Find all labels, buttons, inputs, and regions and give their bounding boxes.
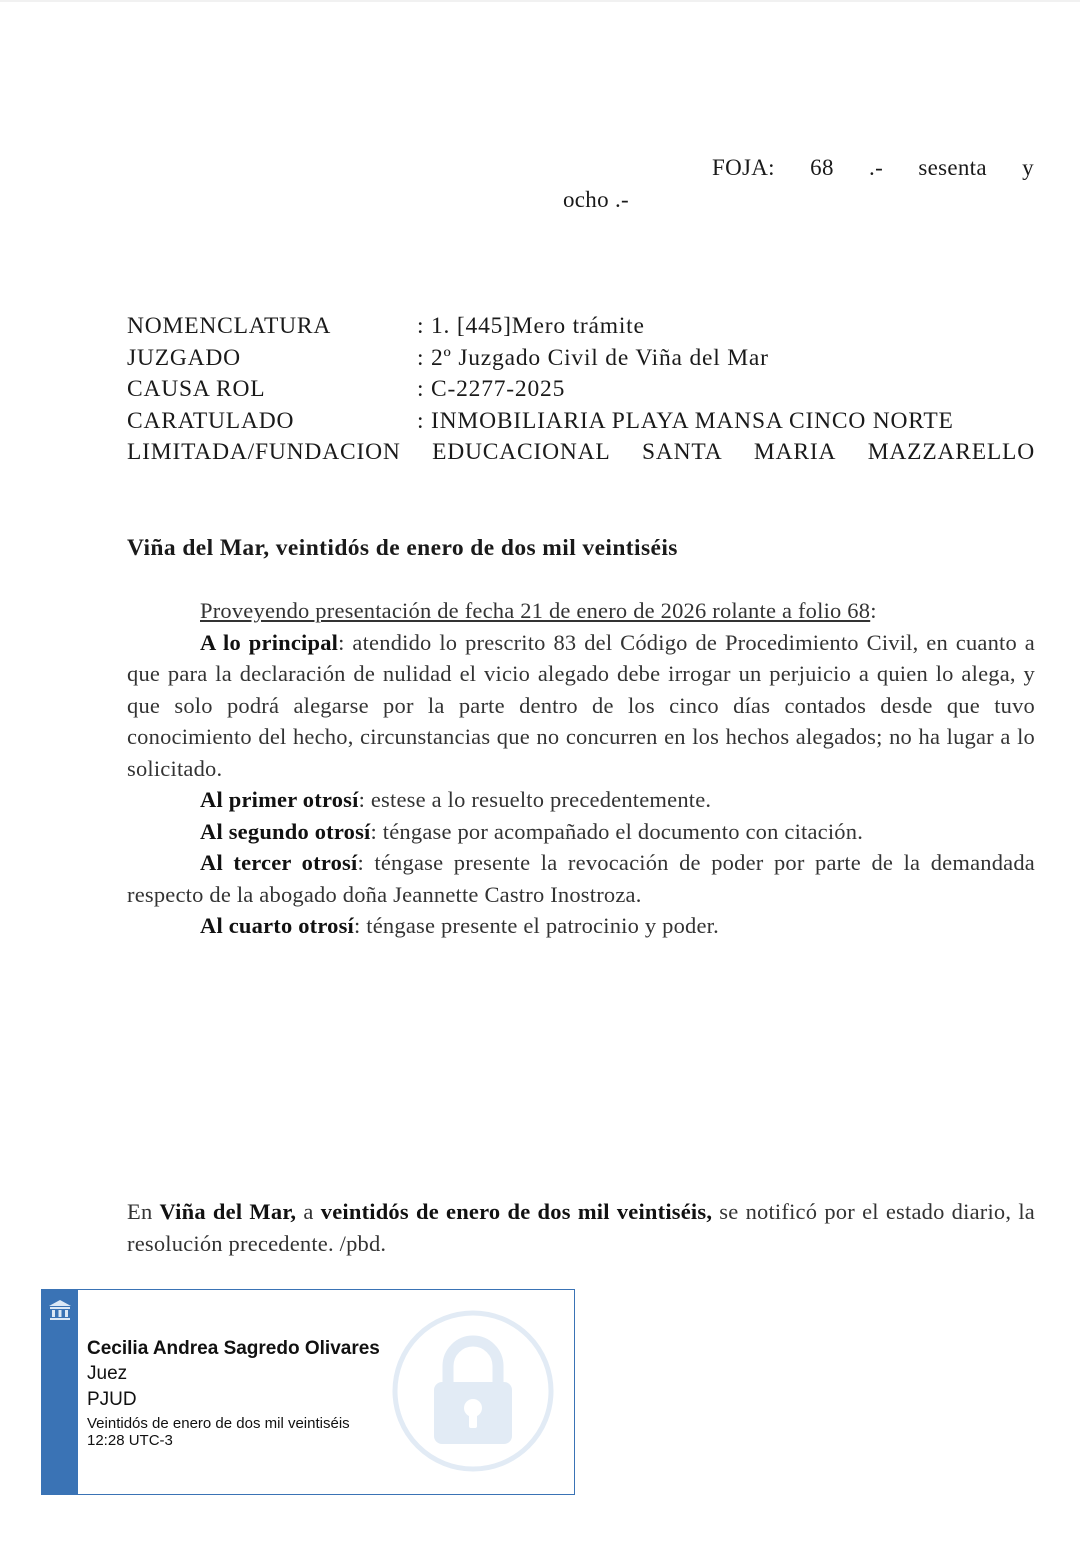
foja-label: FOJA:	[712, 155, 775, 180]
juzgado-label: JUZGADO	[127, 344, 241, 371]
otrosi-1-paragraph	[127, 784, 1035, 816]
proveyendo-paragraph	[127, 595, 1035, 627]
resolution-body	[127, 595, 1035, 942]
electronic-signature-box	[41, 1289, 575, 1495]
causa-rol-value: : C-2277-2025	[417, 376, 566, 402]
signature-date: Veintidós de enero de dos mil veintiséis	[87, 1415, 350, 1432]
caratulado-word: LIMITADA/FUNDACION	[127, 439, 401, 465]
otrosi-4-label: Al cuarto otrosí	[200, 913, 355, 938]
header-row-juzgado	[127, 343, 1035, 375]
principal-text: : atendido lo prescrito 83 del Código de Procedimiento Civil, en cuanto a que para la declaración de nulidad el vicio alegado debe irrogar un perjuicio a quien lo alega, y que solo podrá alegarse por la parte dentro de los cinco días contados desde que tuvo conocimiento del hecho, circunstancias que no concurren en los hechos alegados; no ha lugar a lo solicitado.	[127, 629, 1035, 781]
otrosi-3-paragraph	[127, 847, 1035, 910]
otrosi-1-label: Al primer otrosí	[200, 787, 359, 812]
notification-post: se notificó por el estado diario, la resolución precedente. /pbd.	[127, 1199, 1035, 1256]
caratulado-value: : INMOBILIARIA PLAYA MANSA CINCO NORTE	[417, 407, 954, 434]
nomenclatura-label: NOMENCLATURA	[127, 313, 332, 339]
foja-word-continuation: ocho .-	[563, 187, 629, 212]
caratulado-continuation	[127, 437, 1035, 469]
signature-time: 12:28 UTC-3	[87, 1432, 173, 1449]
signature-details	[87, 1337, 380, 1449]
caratulado-word: MAZZARELLO	[867, 439, 1035, 465]
otrosi-2-paragraph	[127, 816, 1035, 848]
caratulado-word: EDUCACIONAL	[432, 439, 611, 465]
otrosi-4-text: : téngase presente el patrocinio y poder.	[354, 913, 719, 938]
foja-line	[712, 154, 1034, 182]
otrosi-2-label: Al segundo otrosí	[200, 818, 371, 844]
nomenclatura-value: : 1. [445]Mero trámite	[417, 313, 645, 339]
otrosi-4-paragraph	[127, 910, 1035, 942]
caratulado-word: SANTA	[642, 439, 723, 465]
signer-name: Cecilia Andrea Sagredo Olivares	[87, 1338, 380, 1359]
header-row-nomenclatura	[127, 311, 1035, 343]
otrosi-3-text: : téngase presente la revocación de poder por parte de la demandada respecto de la abogado doña Jeannette Castro Inostroza.	[127, 850, 1035, 907]
header-row-causa	[127, 374, 1035, 406]
notification-pre: En	[127, 1199, 160, 1224]
proveyendo-text: Proveyendo presentación de fecha 21 de enero de 2026 rolante a folio 68	[200, 598, 871, 623]
juzgado-value: : 2º Juzgado Civil de Viña del Mar	[417, 344, 769, 371]
resolution-date-line: Viña del Mar, veintidós de enero de dos mil veintiséis	[127, 535, 678, 561]
otrosi-3-label: Al tercer otrosí	[200, 850, 358, 875]
institution-icon	[48, 1298, 72, 1322]
causa-rol-label: CAUSA ROL	[127, 376, 266, 402]
principal-label: A lo principal	[200, 629, 339, 655]
page-top-border	[0, 0, 1080, 2]
signature-accent-strip	[42, 1290, 78, 1494]
foja-number: 68	[810, 155, 834, 180]
notification-date: veintidós de enero de dos mil veintiséis,	[320, 1199, 713, 1224]
foja-word: y	[1022, 155, 1034, 180]
notification-place: Viña del Mar,	[159, 1199, 297, 1224]
proveyendo-colon: :	[870, 598, 877, 623]
principal-paragraph	[127, 627, 1035, 785]
header-row-caratulado	[127, 406, 1035, 438]
case-header	[127, 311, 1035, 469]
caratulado-word: MARIA	[753, 439, 837, 465]
notification-paragraph	[127, 1196, 1035, 1259]
foja-separator: .-	[869, 155, 884, 180]
otrosi-2-text: : téngase por acompañado el documento con citación.	[370, 818, 864, 844]
signer-role: Juez	[87, 1363, 128, 1384]
notification-section	[127, 1196, 1035, 1259]
caratulado-label: CARATULADO	[127, 407, 295, 434]
foja-word: sesenta	[918, 155, 987, 180]
lock-icon	[392, 1310, 554, 1472]
signer-organization: PJUD	[87, 1389, 137, 1410]
notification-mid: a	[296, 1199, 321, 1224]
otrosi-1-text: : estese a lo resuelto precedentemente.	[358, 787, 712, 812]
